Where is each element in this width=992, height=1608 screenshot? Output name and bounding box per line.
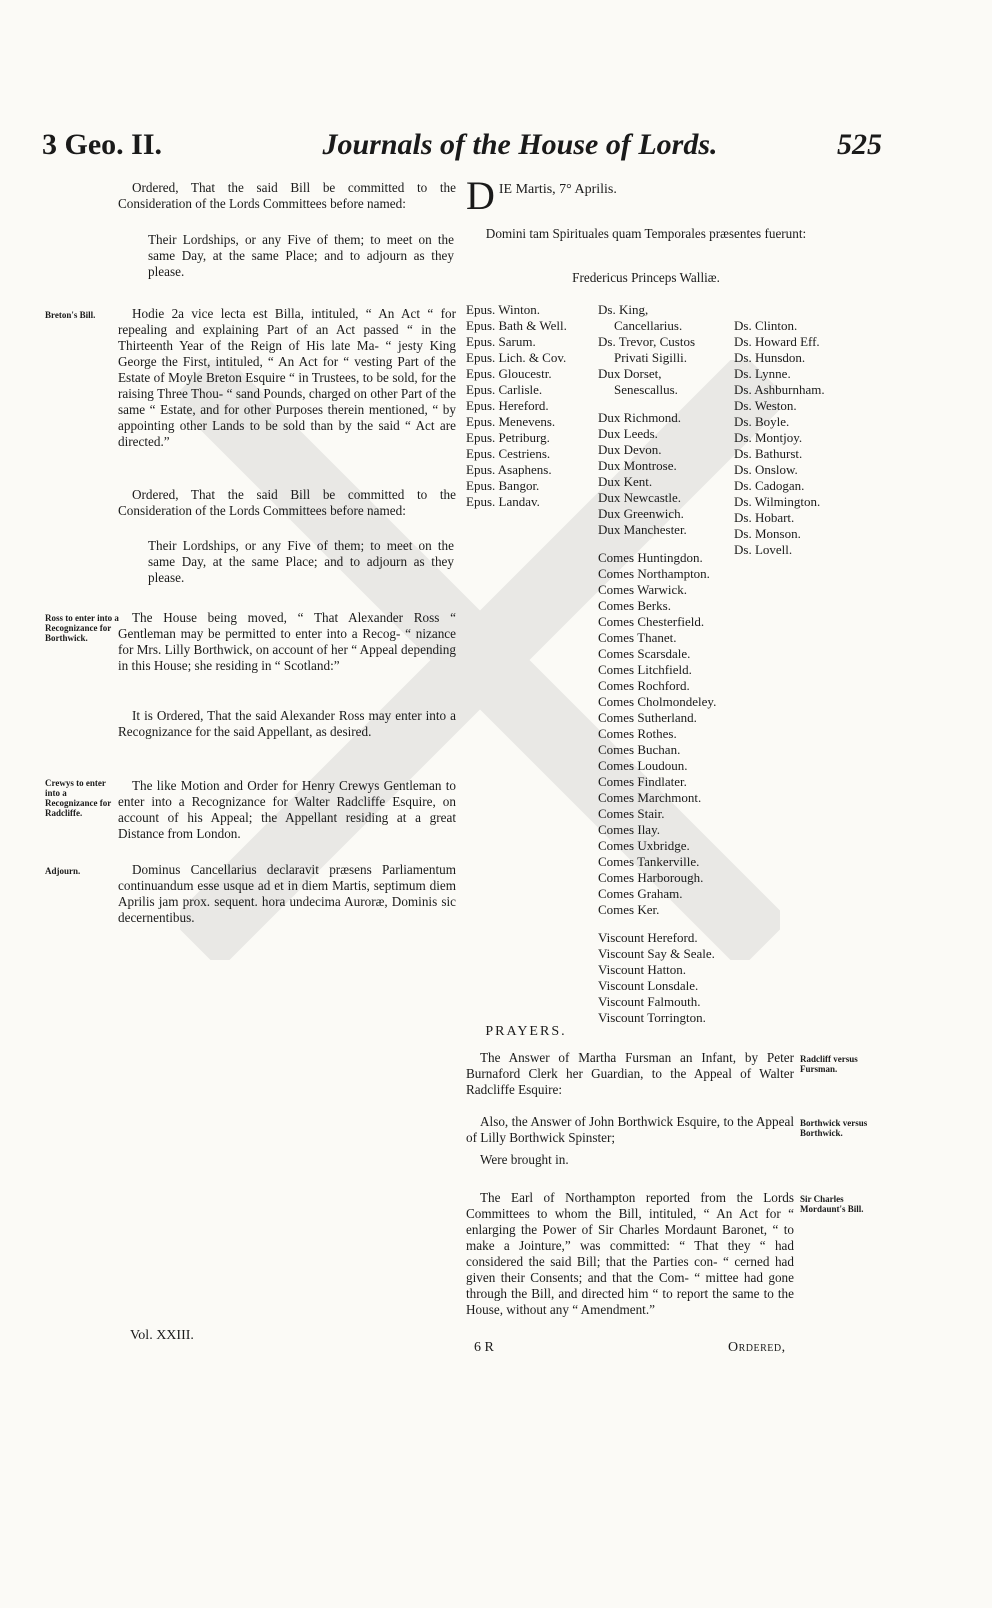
barons-list: [734, 318, 864, 558]
earl-entry: Comes Buchan.: [598, 742, 681, 757]
answer-fursman: The Answer of Martha Fursman an Infant, by Peter Burnaford Clerk her Guardian, to the Appeal of Walter Radcliffe Esquire:: [466, 1050, 794, 1097]
breton-bill-reading: Hodie 2a vice lecta est Billa, intituled, “ An Act “ for repealing and explaining Part of an Act passed “ in the Thirteenth Year of the Reign of His late Ma- “ jesty King George the First, intituled, “ An Act for “ vesting Part of the Estate of Moyle Breton Esquire “ in Trustees, to be sold, for the raising Three Thou- “ sand Pounds, charged on other Part of the same “ Estate, and for other Purposes therein mentioned, “ by appointing other Lands to be sold than by the said “ Act are directed.”: [118, 306, 456, 449]
lordships-meet-1: Their Lordships, or any Five of them; to meet on the same Day, at the same Place; and to adjourn as they please.: [148, 232, 454, 279]
earl-entry: Comes Chesterfield.: [598, 614, 705, 629]
answer-borthwick: Also, the Answer of John Borthwick Esquire, to the Appeal of Lilly Borthwick Spinster;: [466, 1114, 794, 1145]
ross-order: It is Ordered, That the said Alexander Ross may enter into a Recognizance for the said Appellant, as desired.: [118, 708, 456, 739]
viscount-entry: Viscount Hatton.: [598, 962, 687, 977]
earl-entry: Comes Northampton.: [598, 566, 710, 581]
earl-entry: Comes Litchfield.: [598, 662, 692, 677]
order-commit-2: Ordered, That the said Bill be committed to the Consideration of the Lords Committees before named:: [118, 487, 456, 518]
prayers-heading: PRAYERS.: [485, 1024, 567, 1039]
margin-borthwick: Borthwick versus Borthwick.: [800, 1118, 868, 1138]
earl-entry: Comes Rothes.: [598, 726, 677, 741]
margin-breton-bill: Breton's Bill.: [45, 310, 96, 320]
order-commit-1: Ordered, That the said Bill be committed to the Consideration of the Lords Committees before named:: [118, 180, 456, 211]
baron-entry: Ds. Howard Eff.: [734, 334, 820, 349]
earl-entry: Comes Uxbridge.: [598, 838, 690, 853]
baron-entry: Ds. Lynne.: [734, 366, 791, 381]
officer-entry: Dux Dorset,: [598, 366, 662, 381]
earl-entry: Comes Warwick.: [598, 582, 687, 597]
baron-entry: Ds. Lovell.: [734, 542, 793, 557]
officer-entry: Senescallus.: [614, 382, 678, 397]
margin-mordaunt: Sir Charles Mordaunt's Bill.: [800, 1194, 864, 1214]
earl-entry: Comes Stair.: [598, 806, 665, 821]
northampton-report: The Earl of Northampton reported from the Lords Committees to whom the Bill, intituled, “ An Act for “ enlarging the Power of Sir Charles Mordaunt Baronet, “ to make a Jointure,” was committed: “ That they “ had considered the said Bill; that the Parties con- “ cerned had given their Consents; and that the Com- “ mittee had gone through the Bill, and directed him “ to report the same to the House, without any “ Amendment.”: [466, 1190, 794, 1317]
earl-entry: Comes Tankerville.: [598, 854, 700, 869]
adjournment: Dominus Cancellarius declaravit præsens Parliamentum continuandum esse usque ad et in diem Martis, septimum diem Aprilis jam prox. sequent. hora undecima Auroræ, Dominis sic decernentibus.: [118, 862, 456, 925]
bishop-entry: Epus. Petriburg.: [466, 430, 550, 445]
earl-entry: Comes Ker.: [598, 902, 660, 917]
duke-entry: Dux Montrose.: [598, 458, 677, 473]
duke-entry: Dux Devon.: [598, 442, 662, 457]
bishop-entry: Epus. Hereford.: [466, 398, 549, 413]
brought-in: Were brought in.: [480, 1152, 569, 1167]
duke-entry: Dux Richmond.: [598, 410, 682, 425]
baron-entry: Ds. Cadogan.: [734, 478, 805, 493]
present-lords-heading: Domini tam Spirituales quam Temporales præsentes fuerunt:: [485, 226, 807, 241]
crewys-motion: The like Motion and Order for Henry Crewys Gentleman to enter into a Recognizance for Walter Radcliffe Esquire, on account of his Appeal; the Appellant residing at a great Distance from London.: [118, 778, 456, 841]
bishop-entry: Epus. Landav.: [466, 494, 540, 509]
ross-motion: The House being moved, “ That Alexander Ross “ Gentleman may be permitted to enter into a Recog- “ nizance for Mrs. Lilly Borthwick, on account of her “ Appeal depending in this House; she residing in “ Scotland:”: [118, 610, 456, 673]
officer-entry: Privati Sigilli.: [614, 350, 687, 365]
baron-entry: Ds. Hunsdon.: [734, 350, 806, 365]
volume-number: Vol. XXIII.: [130, 1328, 194, 1343]
bishop-entry: Epus. Lich. & Cov.: [466, 350, 567, 365]
margin-ross: Ross to enter into a Recognizance for Borthwick.: [45, 613, 119, 643]
earl-entry: Comes Harborough.: [598, 870, 704, 885]
bishop-entry: Epus. Bath & Well.: [466, 318, 567, 333]
viscount-entry: Viscount Falmouth.: [598, 994, 701, 1009]
earl-entry: Comes Ilay.: [598, 822, 660, 837]
officer-entry: Ds. Trevor, Custos: [598, 334, 696, 349]
earl-entry: Comes Findlater.: [598, 774, 687, 789]
bishop-entry: Epus. Asaphens.: [466, 462, 552, 477]
sitting-date: [466, 173, 826, 218]
earl-entry: Comes Cholmondeley.: [598, 694, 717, 709]
page-number: 525: [837, 128, 882, 161]
margin-radcliff: Radcliff versus Fursman.: [800, 1054, 858, 1074]
earl-entry: Comes Thanet.: [598, 630, 677, 645]
bishop-entry: Epus. Sarum.: [466, 334, 536, 349]
duke-entry: Dux Kent.: [598, 474, 653, 489]
officer-entry: Ds. King,: [598, 302, 649, 317]
bishop-entry: Epus. Winton.: [466, 302, 540, 317]
margin-crewys: Crewys to enter into a Recognizance for Radcliffe.: [45, 778, 112, 818]
duke-entry: Dux Newcastle.: [598, 490, 682, 505]
drop-cap: D: [466, 173, 495, 218]
bishop-entry: Epus. Menevens.: [466, 414, 556, 429]
viscount-entry: Viscount Lonsdale.: [598, 978, 699, 993]
signature-mark: 6 R: [474, 1340, 494, 1355]
baron-entry: Ds. Clinton.: [734, 318, 798, 333]
earl-entry: Comes Loudoun.: [598, 758, 688, 773]
officer-entry: Cancellarius.: [614, 318, 683, 333]
earl-entry: Comes Rochford.: [598, 678, 690, 693]
earl-entry: Comes Marchmont.: [598, 790, 702, 805]
baron-entry: Ds. Wilmington.: [734, 494, 821, 509]
date-text: IE Martis, 7° Aprilis.: [498, 182, 617, 197]
bishop-entry: Epus. Cestriens.: [466, 446, 551, 461]
catchword: Ordered,: [728, 1340, 786, 1355]
earl-entry: Comes Scarsdale.: [598, 646, 691, 661]
bishop-entry: Epus. Carlisle.: [466, 382, 543, 397]
baron-entry: Ds. Ashburnham.: [734, 382, 825, 397]
baron-entry: Ds. Onslow.: [734, 462, 798, 477]
viscount-entry: Viscount Say & Seale.: [598, 946, 715, 961]
duke-entry: Dux Manchester.: [598, 522, 687, 537]
officers-dukes-earls-list: [598, 302, 732, 1026]
baron-entry: Ds. Weston.: [734, 398, 797, 413]
duke-entry: Dux Greenwich.: [598, 506, 684, 521]
baron-entry: Ds. Boyle.: [734, 414, 790, 429]
baron-entry: Ds. Hobart.: [734, 510, 795, 525]
earl-entry: Comes Huntingdon.: [598, 550, 703, 565]
header-title: Journals of the House of Lords.: [322, 128, 718, 161]
prince-of-wales: Fredericus Princeps Walliæ.: [572, 270, 720, 285]
duke-entry: Dux Leeds.: [598, 426, 658, 441]
baron-entry: Ds. Montjoy.: [734, 430, 803, 445]
margin-adjourn: Adjourn.: [45, 866, 81, 876]
bishop-entry: Epus. Bangor.: [466, 478, 540, 493]
bishops-list: [466, 302, 594, 510]
bishop-entry: Epus. Gloucestr.: [466, 366, 552, 381]
baron-entry: Ds. Monson.: [734, 526, 801, 541]
earl-entry: Comes Berks.: [598, 598, 671, 613]
lordships-meet-2: Their Lordships, or any Five of them; to meet on the same Day, at the same Place; and to adjourn as they please.: [148, 538, 454, 585]
baron-entry: Ds. Bathurst.: [734, 446, 803, 461]
viscount-entry: Viscount Hereford.: [598, 930, 698, 945]
viscount-entry: Viscount Torrington.: [598, 1010, 706, 1025]
earl-entry: Comes Graham.: [598, 886, 683, 901]
earl-entry: Comes Sutherland.: [598, 710, 697, 725]
header-session: 3 Geo. II.: [42, 128, 162, 161]
